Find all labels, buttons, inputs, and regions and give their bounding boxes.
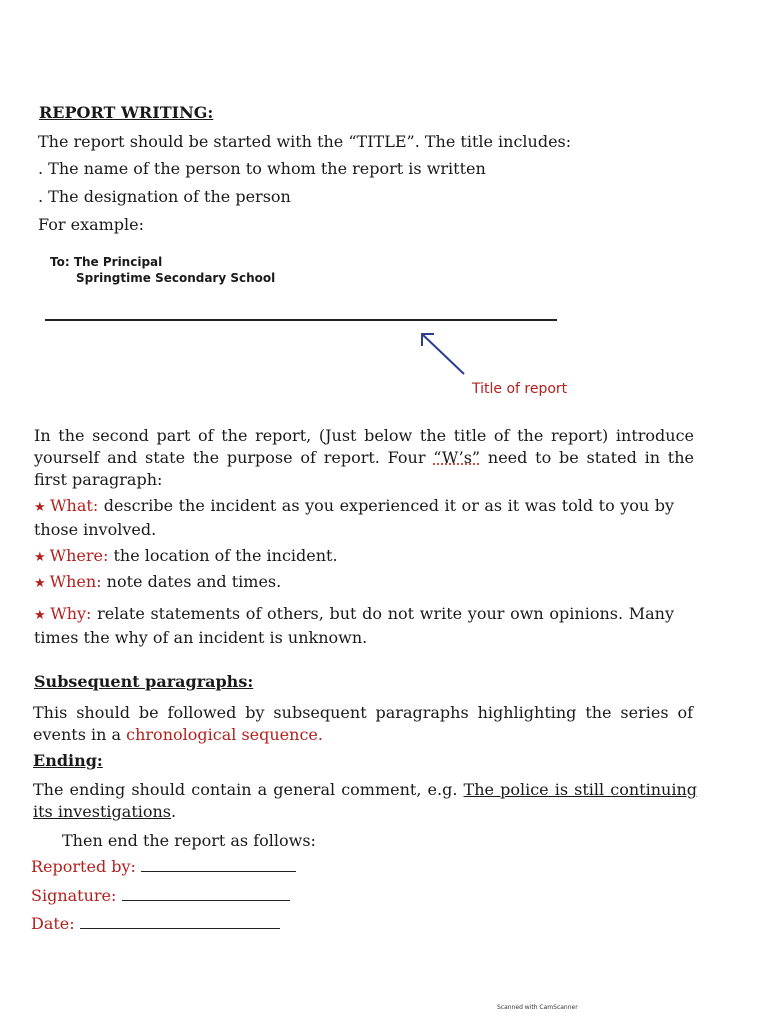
date-label: Date: [31,914,75,933]
subsequent-heading: Subsequent paragraphs: [34,672,254,691]
arrow-icon [412,326,472,380]
title-of-report-annotation: Title of report [472,381,568,397]
ws-text-what: describe the incident as you experienced it or as it was told to you by those involved. [34,496,675,539]
reported-by-row [31,856,296,878]
ws-item-what [34,495,674,541]
ws-label-where: Where: [49,546,109,565]
ending-example: The police is still continuing its investigations [33,780,697,821]
intro-bullet-name: . The name of the person to whom the report is written [38,159,486,178]
ending-paragraph [33,779,697,823]
ws-term: “W’s” [433,448,481,467]
closing-intro: Then end the report as follows: [62,831,316,850]
chronological-sequence: chronological sequence. [126,725,323,744]
example-label: For example: [38,215,145,234]
address-to: To: The Principal [50,255,163,269]
title-line [45,319,557,321]
address-school: Springtime Secondary School [76,271,276,285]
date-row [31,913,280,935]
ws-label-when: When: [49,572,102,591]
second-part-text: In the second part of the report, (Just below the title of the report) introduce yourself and state the purpose of report. Four [34,426,694,467]
reported-by-blank [141,857,296,872]
ws-item-when [34,571,674,595]
star-icon: ★ [34,550,46,565]
ws-text-why: relate statements of others, but do not write your own opinions. Many times the why of an incident is unknown. [34,604,675,647]
ws-label-what: What: [50,496,99,515]
date-blank [80,914,280,929]
ws-item-why [34,603,674,649]
ws-text-where: the location of the incident. [108,546,338,565]
ending-heading: Ending: [33,751,103,770]
subsequent-text: This should be followed by subsequent paragraphs highlighting the series of events in a [33,703,693,744]
ending-text: The ending should contain a general comment, e.g. [33,780,464,799]
page-heading: REPORT WRITING: [39,103,214,122]
star-icon: ★ [34,576,46,591]
intro-bullet-designation: . The designation of the person [38,187,291,206]
intro-line: The report should be started with the “TITLE”. The title includes: [38,132,572,151]
second-part-text-end: need to be stated in the first paragraph: [34,448,695,489]
ending-text-end: . [171,802,177,821]
star-icon: ★ [34,608,47,623]
signature-blank [122,886,290,901]
subsequent-paragraph [33,702,693,746]
star-icon: ★ [34,500,47,515]
signature-row [31,885,290,907]
ws-text-when: note dates and times. [101,572,282,591]
ws-label-why: Why: [50,604,92,623]
ws-item-where [34,545,674,569]
reported-by-label: Reported by: [31,857,136,876]
scanner-footer: Scanned with CamScanner [497,1004,578,1011]
signature-label: Signature: [31,886,117,905]
second-part-paragraph [34,425,694,491]
